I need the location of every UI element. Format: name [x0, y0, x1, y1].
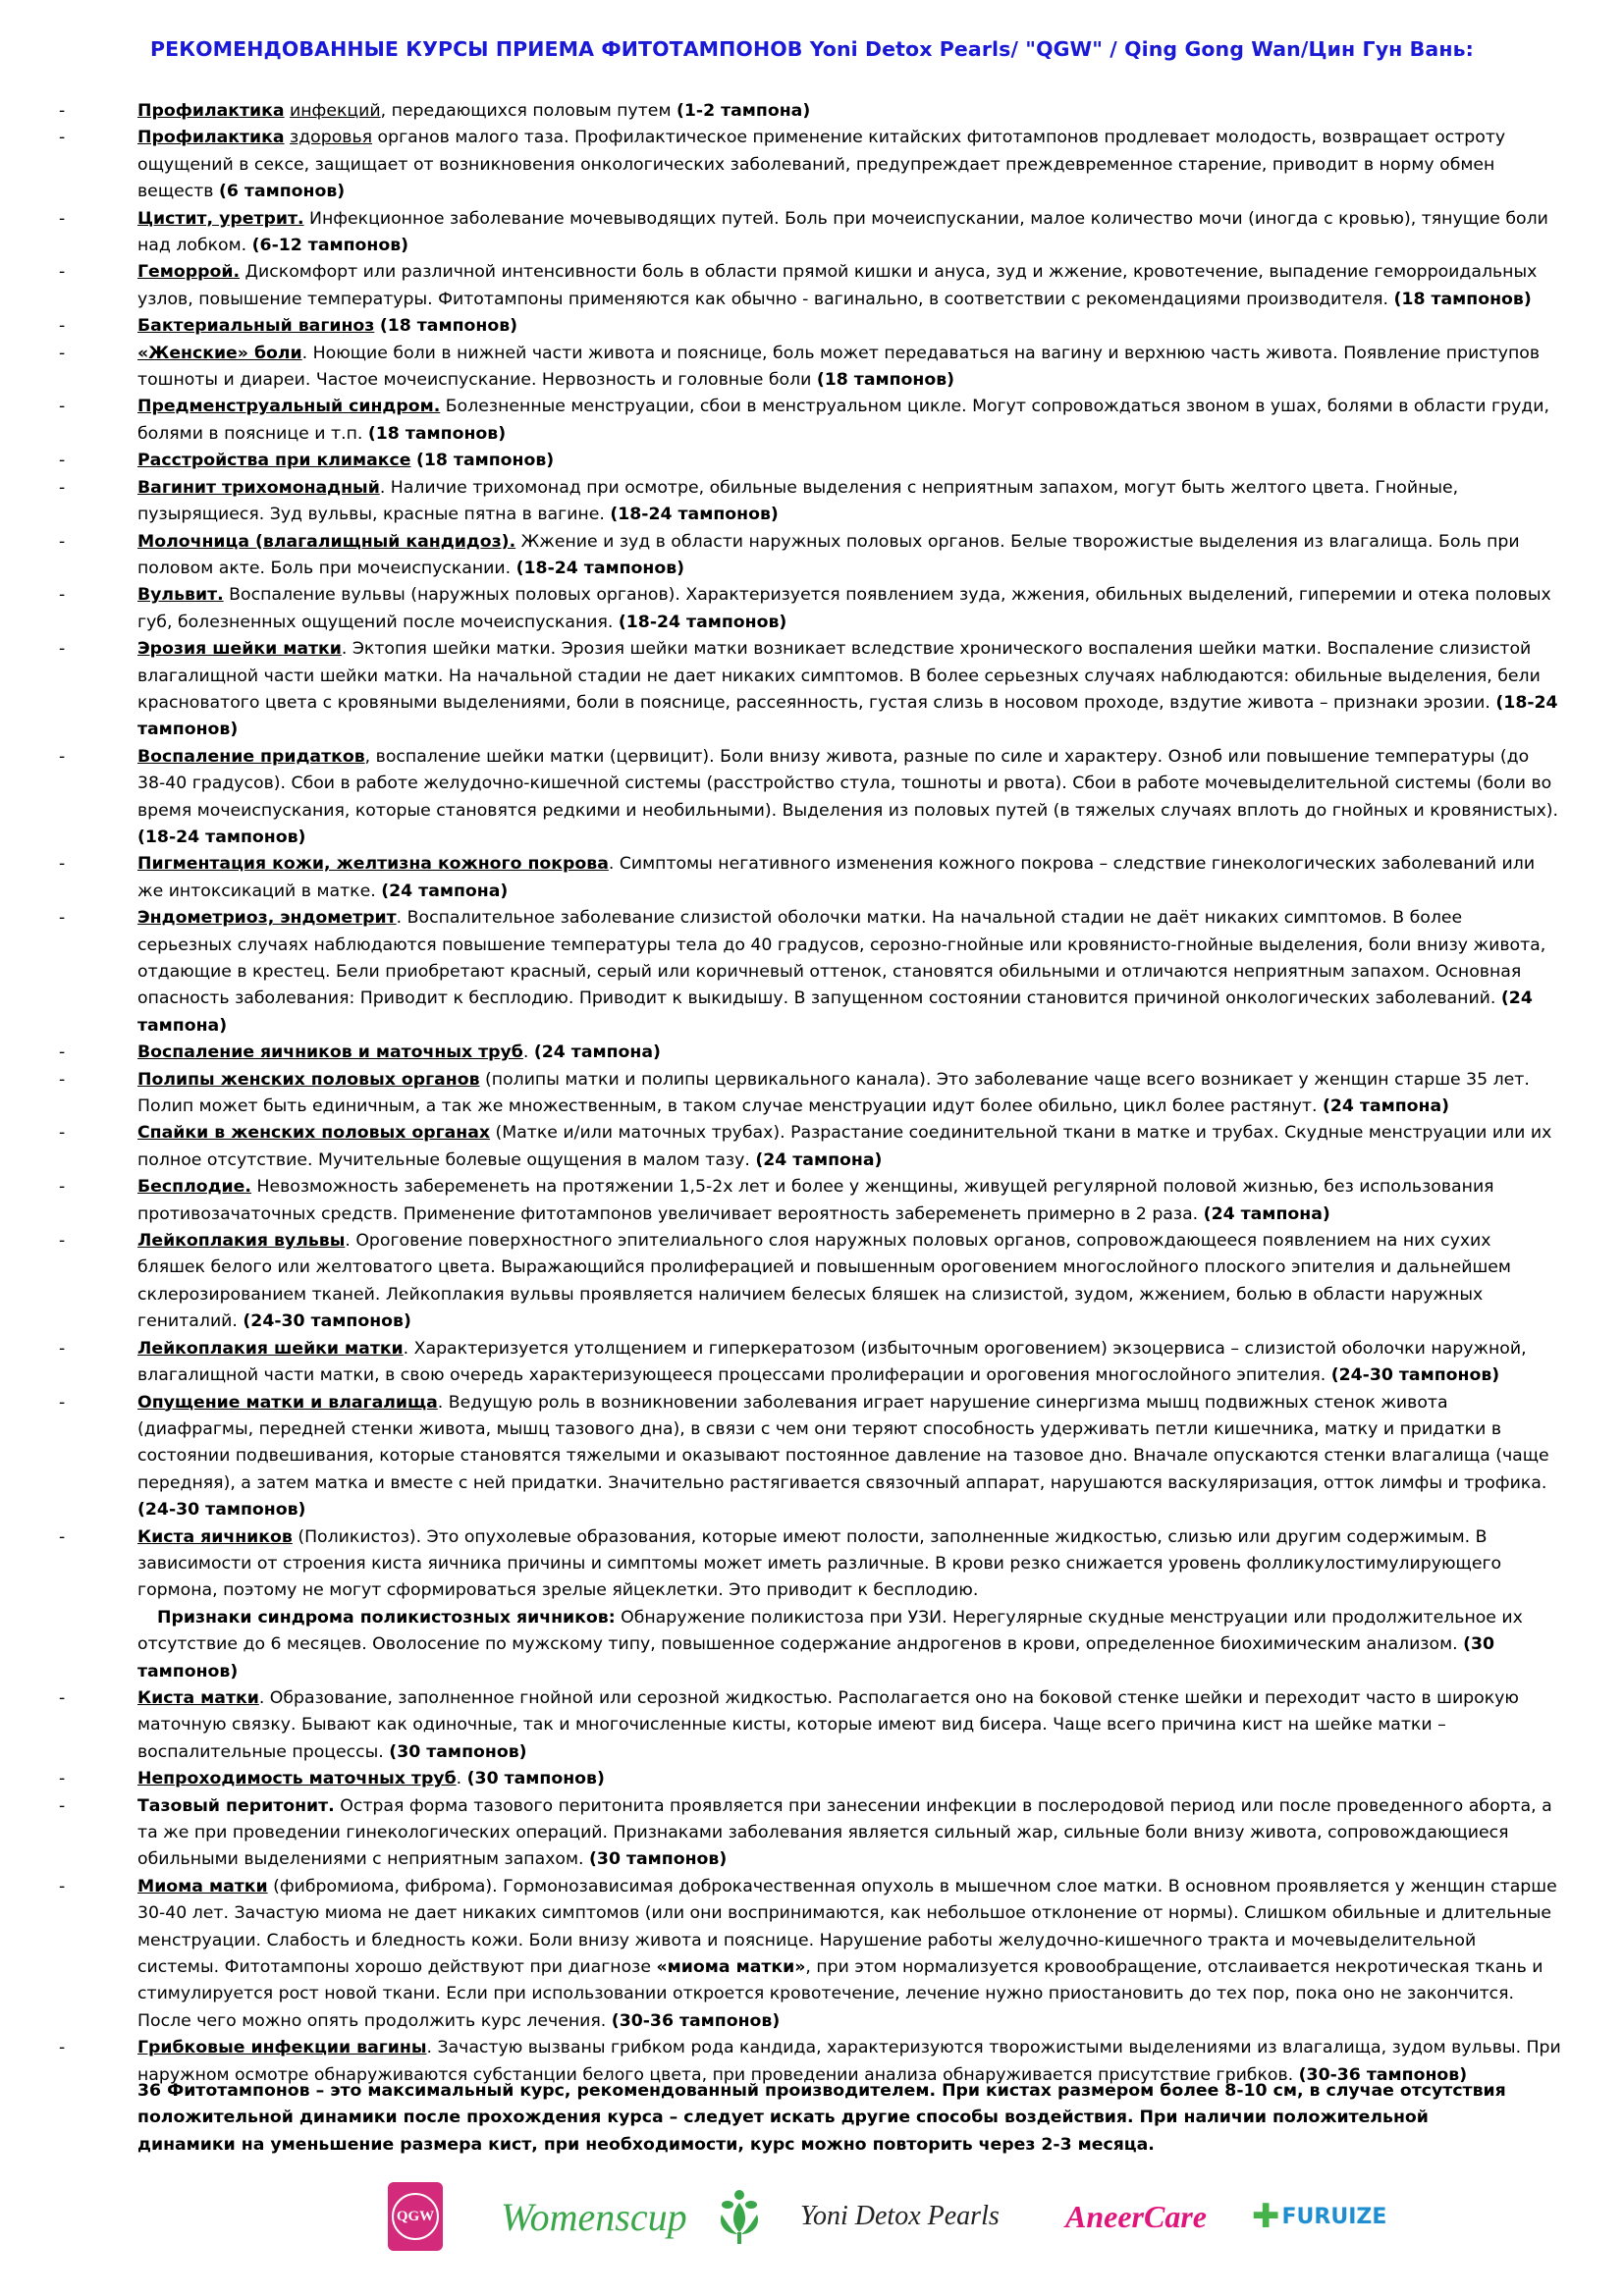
course-heading: Киста яичников: [137, 1526, 293, 1547]
course-dose: (30 тампонов): [589, 1849, 728, 1870]
course-dose: (24-30 тампонов): [1330, 1365, 1500, 1386]
course-dose: (24 тампона): [533, 1042, 661, 1063]
list-bullet: -: [59, 262, 66, 283]
course-heading: Лейкоплакия вульвы: [137, 1231, 346, 1252]
course-description: Дискомфорт или различной интенсивности боль в области прямой кишки и ануса, зуд и жжение, кровотечение, выпадение геморроидальных узлов, повышение температуры. Фитотампоны применяются как обычно - вагинально, в соответствии с рекомендациями производителя.: [137, 262, 1538, 309]
course-description: . Эктопия шейки матки. Эрозия шейки матки возникает вследствие хронического воспаления шейки матки. Воспаление слизистой влагалищной части шейки матки. На начальной стадии не дает никаких симптомов. В более серьезных случаях наблюдаются: обильные выделения, бели красноватого цвета с кровяными выделениями, боли в пояснице, рассеянность, густая слизь в носовом проходе, вздутие живота – признаки эрозии.: [137, 639, 1541, 713]
list-bullet: -: [59, 1392, 66, 1413]
course-description: «миома матки»: [656, 1957, 806, 1978]
aneercare-logo: [1065, 2177, 1207, 2256]
plus-icon: ✚: [1252, 2197, 1280, 2236]
course-heading: Лейкоплакия шейки матки: [137, 1338, 404, 1359]
course-description: . Ноющие боли в нижней части живота и пояснице, боль может передаваться на вагину и верхнюю часть живота. Появление приступов тошноты и диареи. Частое мочеиспускание. Нервозность и головные боли: [137, 343, 1541, 391]
course-description: .: [456, 1769, 467, 1789]
course-item: [59, 1067, 1561, 1121]
aneercare-logo-text: AneerCare: [1065, 2198, 1207, 2234]
course-dose: (18-24 тампонов): [618, 612, 787, 632]
course-item: [59, 905, 1561, 1040]
course-item: [59, 529, 1561, 583]
course-item: [59, 1390, 1561, 1524]
subsection-text: Обнаружение поликистоза при УЗИ. Нерегулярные скудные менструации или продолжительное их отсутствие до 6 месяцев. Оволосение по мужскому типу, повышенное содержание андрогенов в крови, определенное биохимическим анализом.: [137, 1607, 1523, 1655]
course-description: . Ороговение поверхностного эпителиального слоя наружных половых органов, сопровождающееся появлением на них сухих бляшек белого или желтоватого цвета. Выражающийся пролиферацией и повышенным ороговением многослойного плоского эпителия и дальнейшем склерозированием тканей. Лейкоплакия вульвы проявляется наличием белесых бляшек на слизистой, зудом, жжением, болью в области наружных гениталий.: [137, 1231, 1511, 1332]
list-bullet: -: [59, 1123, 66, 1144]
course-description: Невозможность забеременеть на протяжении 1,5-2х лет и более у женщины, живущей регулярной половой жизнью, без использования противозачаточных средств. Применение фитотампонов увеличивает вероятность забеременеть примерно в 2 раза.: [137, 1177, 1494, 1224]
yoni-detox-logo: [800, 2177, 1000, 2256]
list-bullet: -: [59, 1769, 66, 1789]
course-heading: Пигментация кожи, желтизна кожного покрова: [137, 854, 609, 875]
course-heading: «Женские» боли: [137, 343, 302, 363]
qgw-logo-text: QGW: [396, 2208, 435, 2224]
course-description: (фибромиома, фиброма). Гормонозависимая доброкачественная опухоль в мышечном слое матки. В основном проявляется у женщин старше 30-40 лет. Зачастую миома не дает никаких симптомов (или они воспринимаются, как небольшое отклонение от нормы). Слишком обильные и длительные менструации. Слабость и бледность кожи. Боли внизу живота и пояснице. Нарушение работы желудочно-кишечного тракта и мочевыделительной системы. Фитотампоны хорошо действуют при диагнозе: [137, 1876, 1557, 1978]
course-heading: Профилактика: [137, 128, 285, 148]
yoni-detox-logo-text: Yoni Detox Pearls: [800, 2201, 1000, 2231]
list-bullet: -: [59, 316, 66, 337]
course-heading: Киста матки: [137, 1687, 259, 1708]
course-heading: Геморрой.: [137, 262, 241, 283]
course-item: [59, 1174, 1561, 1228]
course-heading: Грибковые инфекции вагины: [137, 2038, 427, 2058]
list-bullet: -: [59, 1042, 66, 1063]
list-bullet: -: [59, 1526, 66, 1547]
list-bullet: -: [59, 2038, 66, 2058]
list-bullet: -: [59, 128, 66, 148]
course-item: [59, 206, 1561, 260]
furuize-logo-text: FURUIZE: [1281, 2204, 1387, 2229]
course-heading: Воспаление придатков: [137, 746, 365, 767]
course-heading: Вагинит трихомонадный: [137, 477, 380, 498]
course-dose: (30 тампонов): [137, 1634, 1495, 1682]
course-item: [59, 851, 1561, 905]
list-bullet: -: [59, 1687, 66, 1708]
course-item: [59, 1120, 1561, 1174]
final-note: 36 Фитотампонов – это максимальный курс, рекомендованный производителем. При кистах размером более 8-10 см, в случае отсутствия положительной динамики после прохождения курса – следует искать другие способы воздействия. При наличии положительной динамики на уменьшение размера кист, при необходимости, курс можно повторить через 2-3 месяца.: [137, 2081, 1506, 2155]
course-heading: Эндометриоз, эндометрит: [137, 908, 397, 929]
course-description: .: [522, 1042, 534, 1063]
course-item: [59, 98, 1561, 125]
course-item: [59, 1040, 1561, 1066]
course-description: (Матке и/или маточных трубах). Разрастание соединительной ткани в матке и трубах. Скудные менструации или их полное отсутствие. Мучительные болевые ощущения в малом тазу.: [137, 1123, 1552, 1170]
lotus-icon: [712, 2177, 767, 2256]
course-item: [59, 475, 1561, 529]
course-heading: Молочница (влагалищный кандидоз).: [137, 531, 516, 552]
course-heading: Полипы женских половых органов: [137, 1069, 480, 1090]
course-description: Жжение и зуд в области наружных половых органов. Белые творожистые выделения из влагалища. Боль при половом акте. Боль при мочеиспускании.: [137, 531, 1520, 578]
course-heading: Бесплодие.: [137, 1177, 251, 1198]
course-description: Инфекционное заболевание мочевыводящих путей. Боль при мочеиспускании, малое количество мочи (иногда с кровью), тянущие боли над лобком.: [137, 208, 1548, 256]
course-heading: Расстройства при климаксе: [137, 451, 411, 471]
course-item: [59, 582, 1561, 636]
course-description: . Наличие трихомонад при осмотре, обильные выделения с неприятным запахом, могут быть желтого цвета. Гнойные, пузырящиеся. Зуд вульвы, красные пятна в вагине.: [137, 477, 1459, 525]
course-heading: Непроходимость маточных труб: [137, 1769, 457, 1789]
brand-logos: [388, 2177, 1429, 2256]
course-dose: (18-24 тампонов): [610, 505, 779, 525]
course-dose: (18 тампонов): [367, 423, 507, 444]
course-item: [59, 1685, 1561, 1766]
course-dose: (18 тампонов): [1393, 289, 1532, 309]
course-item: [59, 1524, 1561, 1605]
course-list: [59, 98, 1561, 2089]
course-dose: (18 тампонов): [379, 316, 518, 337]
course-dose: (18-24 тампонов): [515, 558, 685, 578]
course-item: [59, 744, 1561, 852]
course-description: Воспаление вульвы (наружных половых органов). Характеризуется появлением зуда, жжения, обильных выделений, гиперемии и отека половых губ, болезненных ощущений после мочеиспускания.: [137, 585, 1551, 632]
document-title: РЕКОМЕНДОВАННЫЕ КУРСЫ ПРИЕМА ФИТОТАМПОНОВ Yoni Detox Pearls/ "QGW" / Qing Gong Wan/Цин Гун Вань:: [150, 37, 1474, 61]
list-bullet: -: [59, 746, 66, 767]
list-bullet: -: [59, 1069, 66, 1090]
subsection-heading: Признаки синдрома поликистозных яичников:: [157, 1607, 616, 1628]
course-description: инфекций: [290, 101, 381, 121]
list-bullet: -: [59, 1231, 66, 1252]
course-subsection: [59, 1605, 1561, 1685]
course-dose: (18-24 тампонов): [137, 692, 1558, 740]
course-dose: (24 тампона): [755, 1149, 883, 1170]
course-dose: (24 тампона): [1203, 1203, 1330, 1224]
course-description: . Образование, заполненное гнойной или серозной жидкостью. Располагается оно на боковой стенке шейки и переходит часто в широкую маточную связку. Бывают как одиночные, так и многочисленные кисты, которые имеют вид бисера. Чаще всего причина кист на шейке матки – воспалительные процессы.: [137, 1687, 1519, 1762]
course-item: [59, 259, 1561, 313]
list-bullet: -: [59, 397, 66, 417]
course-heading: Спайки в женских половых органах: [137, 1123, 491, 1144]
course-description: здоровья: [290, 128, 373, 148]
course-description: . Симптомы негативного изменения кожного покрова – следствие гинекологических заболеваний или же интоксикаций в матке.: [137, 854, 1536, 901]
list-bullet: -: [59, 1876, 66, 1896]
course-heading: Воспаление яичников и маточных труб: [137, 1042, 523, 1063]
course-item: [59, 125, 1561, 205]
list-bullet: -: [59, 451, 66, 471]
course-description: (полипы матки и полипы цервикального канала). Это заболевание чаще всего возникает у женщин старше 35 лет. Полип может быть единичным, а так же множественным, в таком случае менструации идут более обильно, цикл более растянут.: [137, 1069, 1530, 1117]
course-dose: (24-30 тампонов): [243, 1311, 411, 1332]
course-item: [59, 1874, 1561, 2035]
course-description: Острая форма тазового перитонита проявляется при занесении инфекции в послеродовой период или после проведенного аборта, а та же при проведении гинекологических операций. Признаками заболевания является сильный жар, сильные боли внизу живота, сопровождающиеся обильными выделениями с неприятным запахом.: [137, 1795, 1552, 1870]
course-dose: (24 тампона): [1322, 1096, 1450, 1117]
course-dose: (24-30 тампонов): [137, 1500, 306, 1521]
list-bullet: -: [59, 908, 66, 929]
course-heading: Тазовый перитонит.: [137, 1795, 335, 1816]
course-description: органов малого таза. Профилактическое применение китайских фитотампонов продлевает молодость, возвращает остроту ощущений в сексе, защищает от возникновения онкологических заболеваний, предупреждает преждевременное старение, приводит в норму обмен веществ: [137, 128, 1506, 202]
course-description: . Воспалительное заболевание слизистой оболочки матки. На начальной стадии не даёт никаких симптомов. В более серьезных случаях наблюдаются повышение температуры тела до 40 градусов, серозно-гнойные или кровянисто-гнойные выделения, боли внизу живота, отдающие в крестец. Бели приобретают красный, серый или коричневый оттенок, становятся обильными и отличаются неприятным запахом. Основная опасность заболевания: Приводит к бесплодию. Приводит к выкидышу. В запущенном состоянии становится причиной онкологических заболеваний.: [137, 908, 1546, 1009]
course-dose: (6-12 тампонов): [251, 236, 409, 256]
course-description: , передающихся половым путем: [380, 101, 677, 121]
course-heading: Предменструальный синдром.: [137, 397, 441, 417]
womenscup-logo-text: Womenscup: [501, 2194, 687, 2239]
course-item: [59, 1766, 1561, 1792]
list-bullet: -: [59, 1795, 66, 1816]
course-heading: Вульвит.: [137, 585, 224, 606]
course-heading: Профилактика: [137, 101, 285, 121]
course-heading: Миома матки: [137, 1876, 268, 1896]
course-dose: (30-36 тампонов): [611, 2010, 781, 2031]
list-bullet: -: [59, 854, 66, 875]
course-description: . Зачастую вызваны грибком рода кандида, характеризуются творожистыми выделениями из влагалища, зудом вульвы. При наружном осмотре обнаруживаются субстанции белого цвета, при проведении анализа обнаруживается присутствие грибков.: [137, 2038, 1561, 2085]
course-item: [59, 1228, 1561, 1336]
course-heading: Эрозия шейки матки: [137, 639, 342, 660]
course-item: [59, 636, 1561, 744]
list-bullet: -: [59, 531, 66, 552]
course-dose: (30 тампонов): [466, 1769, 605, 1789]
course-description: Болезненные менструации, сбои в менструальном цикле. Могут сопровождаться звоном в ушах, болями в области груди, болями в пояснице и т.п.: [137, 397, 1549, 444]
course-item: [59, 1336, 1561, 1390]
list-bullet: -: [59, 208, 66, 229]
course-dose: (18 тампонов): [816, 370, 955, 391]
course-dose: (24 тампона): [137, 988, 1533, 1036]
list-bullet: -: [59, 343, 66, 363]
course-dose: (24 тампона): [381, 881, 509, 901]
course-description: . Ведущую роль в возникновении заболевания играет нарушение синергизма мышц подвижных стенок живота (диафрагмы, передней стенки живота, мышц тазового дна), в связи с чем они теряют способность удерживать петли кишечника, матку и придатки в состоянии подвешивания, которые становятся тяжелыми и оказывают постоянное давление на тазовое дно. Вначале опускаются стенки влагалища (чаще передняя), а затем матка и вместе с ней придатки. Значительно растягивается связочный аппарат, нарушаются васкуляризация, отток лимфы и трофика.: [137, 1392, 1549, 1493]
womenscup-logo: [501, 2177, 687, 2256]
course-dose: (6 тампонов): [218, 182, 346, 202]
qgw-logo: [388, 2177, 443, 2256]
course-item: [59, 448, 1561, 474]
course-item: [59, 1793, 1561, 1874]
course-item: [59, 394, 1561, 448]
course-dose: (18 тампонов): [415, 451, 555, 471]
list-bullet: -: [59, 1177, 66, 1198]
course-item: [59, 341, 1561, 395]
course-dose: (18-24 тампонов): [137, 827, 306, 847]
course-heading: Бактериальный вагиноз: [137, 316, 375, 337]
list-bullet: -: [59, 585, 66, 606]
furuize-logo: [1252, 2177, 1386, 2256]
course-description: , при этом нормализуется кровообращение, отслаивается некротическая ткань и стимулируется рост новой ткани. Если при использовании откроется кровотечение, лечение нужно приостановить до тех пор, пока оно не закончится. После чего можно опять продолжить курс лечения.: [137, 1957, 1543, 2031]
course-dose: (30-36 тампонов): [1298, 2064, 1468, 2085]
list-bullet: -: [59, 101, 66, 121]
course-heading: Опущение матки и влагалища: [137, 1392, 438, 1413]
course-dose: (1-2 тампона): [676, 101, 811, 121]
course-description: (Поликистоз). Это опухолевые образования, которые имеют полости, заполненные жидкостью, слизью или другим содержимым. В зависимости от строения киста яичника причины и симптомы может иметь различные. В крови резко снижается уровень фолликулостимулирующего гормона, поэтому не могут сформироваться зрелые яйцеклетки. Это приводит к бесплодию.: [137, 1526, 1502, 1601]
list-bullet: -: [59, 477, 66, 498]
course-description: . Характеризуется утолщением и гиперкератозом (избыточным ороговением) экзоцервиса – слизистой оболочки наружной, влагалищной части матки, в свою очередь характеризующееся процессами пролиферации и ороговения многослойного эпителия.: [137, 1338, 1527, 1386]
course-item: [59, 313, 1561, 340]
list-bullet: -: [59, 1338, 66, 1359]
course-description: , воспаление шейки матки (цервицит). Боли внизу живота, разные по силе и характеру. Озноб или повышение температуры (до 38-40 градусов). Сбои в работе желудочно-кишечной системы (расстройство стула, тошноты и рвота). Сбои в работе мочевыделительной системы (боли во время мочеиспускания, которые становятся редкими и необильными). Выделения из половых путей (в тяжелых случаях вплоть до гнойных и кровянистых).: [137, 746, 1559, 821]
course-heading: Цистит, уретрит.: [137, 208, 304, 229]
course-dose: (30 тампонов): [389, 1741, 527, 1762]
list-bullet: -: [59, 639, 66, 660]
